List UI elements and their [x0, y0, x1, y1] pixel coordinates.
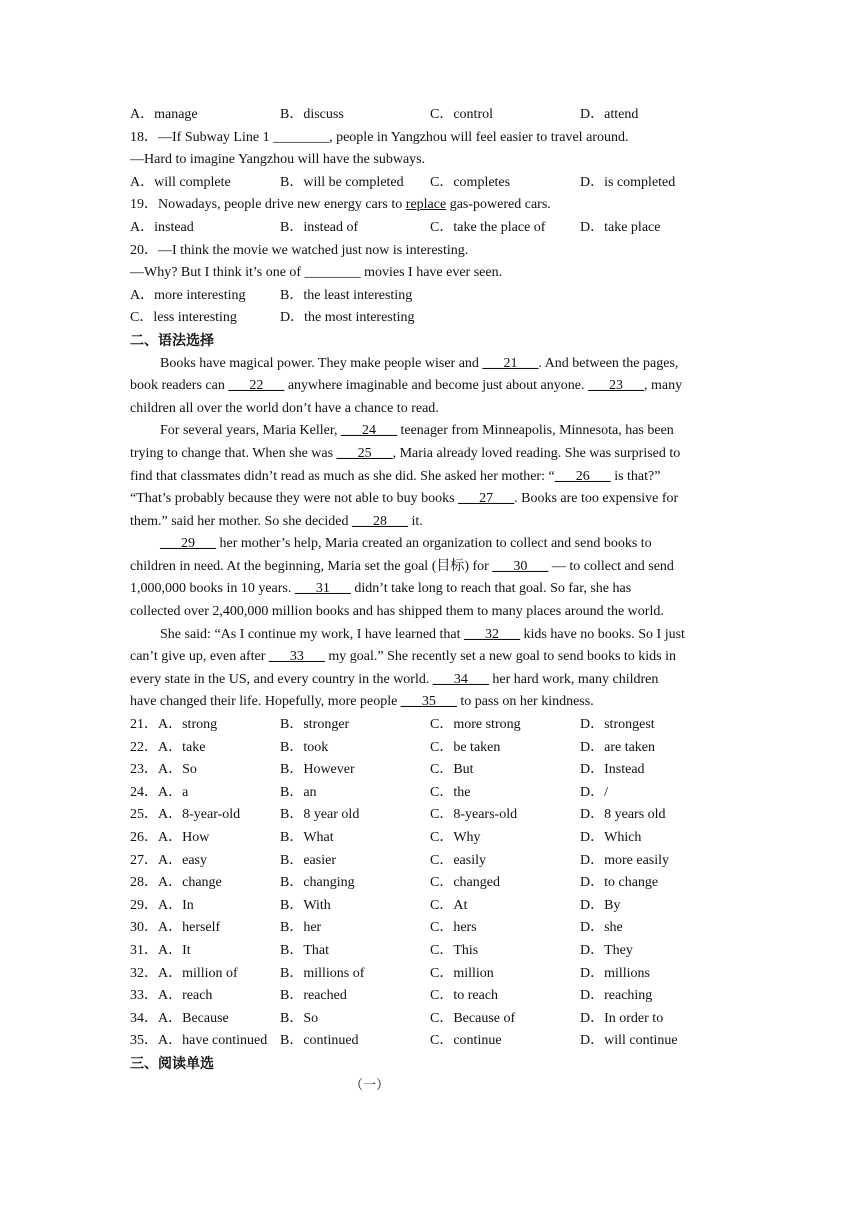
option-b: B．What [280, 830, 334, 845]
option-b: B．easier [280, 852, 336, 868]
passage-text: find that classmates didn’t read as much as she did. She asked her mother: “ [130, 468, 555, 484]
option-c: C．the [430, 784, 471, 800]
passage-line [130, 466, 730, 489]
q19-stem-post: gas-powered cars. [446, 197, 551, 213]
q18-stem: 18．—If Subway Line 1 ________, people in Yangzhou will feel easier to travel around. [130, 129, 629, 145]
option-b: B．That [280, 942, 329, 958]
option-c: C．Because of [430, 1010, 516, 1026]
option-c: C．changed [430, 875, 500, 891]
option-a: 30．A．herself [130, 920, 221, 936]
answer-row [130, 1008, 730, 1031]
passage-text: anywhere imaginable and become just about anyone. [284, 378, 588, 394]
passage-text: children in need. At the beginning, Maria set the goal (目标) for [130, 558, 493, 574]
passage-line [130, 533, 730, 556]
passage-line [130, 420, 730, 443]
option-d: D．millions [580, 965, 651, 981]
passage-line [130, 669, 730, 692]
blank-23: ___23___ [587, 378, 644, 394]
blank-25: ___25___ [336, 445, 393, 461]
blank-32: ___32___ [464, 626, 521, 642]
option-d: D．In order to [580, 1010, 664, 1026]
passage-line [130, 601, 730, 624]
q19-options [130, 217, 730, 240]
option-b: B．took [280, 739, 329, 755]
answer-row [130, 917, 730, 940]
option-c: C．This [430, 942, 479, 958]
blank-30: ___30___ [492, 558, 549, 574]
option-a: 25．A．8-year-old [130, 807, 241, 823]
q20-stem: 20．—I think the movie we watched just now is interesting. [130, 242, 469, 258]
q18-reply: —Hard to imagine Yangzhou will have the subways. [130, 152, 426, 168]
option-b: B．instead of [280, 219, 359, 235]
option-c: C．less interesting [130, 310, 237, 326]
option-a: 32．A．million of [130, 965, 238, 981]
passage-text: them.” said her mother. So she decided [130, 513, 352, 529]
option-a: 27．A．easy [130, 852, 207, 868]
answer-options-table [130, 714, 730, 1053]
option-d: D．They [580, 942, 633, 958]
passage-line [130, 646, 730, 669]
option-b: B．the least interesting [280, 287, 413, 303]
section-heading-reading: 三、阅读单选 [130, 1055, 214, 1072]
passage-line [130, 578, 730, 601]
passage-line [130, 511, 730, 534]
option-c: C．But [430, 762, 474, 778]
option-b: B．With [280, 897, 331, 913]
option-a: 29．A．In [130, 897, 194, 913]
passage-text: can’t give up, even after [130, 649, 269, 665]
blank-22: ___22___ [228, 378, 285, 394]
option-a: 33．A．reach [130, 988, 213, 1004]
blank-26: ___26___ [554, 468, 611, 484]
q20-reply: —Why? But I think it’s one of ________ movies I have ever seen. [130, 265, 503, 281]
option-d: D．By [580, 897, 621, 913]
option-a: A．will complete [130, 174, 231, 190]
sub-section-title: （一） [350, 1078, 390, 1093]
option-a: 34．A．Because [130, 1010, 229, 1026]
passage-text: every state in the US, and every country in the world. [130, 671, 433, 687]
passage-text: her mother’s help, Maria created an organization to collect and send books to [216, 536, 652, 552]
passage-text: collected over 2,400,000 million books and has shipped them to many places around the world. [130, 604, 664, 620]
q19-stem-pre: 19．Nowadays, people drive new energy cars to [130, 197, 406, 213]
option-d: D．will continue [580, 1033, 678, 1049]
blank-33: ___33___ [268, 649, 325, 665]
passage-line [130, 488, 730, 511]
option-d: D．take place [580, 219, 661, 235]
option-d: D．8 years old [580, 807, 666, 823]
q20-options-row1 [130, 285, 730, 308]
passage-text: 1,000,000 books in 10 years. [130, 581, 295, 597]
option-d: D．Which [580, 830, 642, 845]
passage-text: to pass on her kindness. [456, 694, 594, 710]
option-d: D．is completed [580, 174, 676, 190]
passage-text: it. [408, 513, 423, 529]
section-heading-grammar: 二、语法选择 [130, 332, 214, 349]
option-a: 24．A．a [130, 784, 189, 800]
blank-29: ___29___ [160, 536, 216, 552]
passage-text: have changed their life. Hopefully, more people [130, 694, 401, 710]
option-a: 28．A．change [130, 875, 222, 891]
option-b: B．So [280, 1010, 319, 1026]
passage-text: is that?” [610, 468, 661, 484]
option-c: C．to reach [430, 988, 499, 1004]
option-d: D．reaching [580, 988, 653, 1004]
answer-row [130, 963, 730, 986]
passage-line [130, 691, 730, 714]
option-a: A．more interesting [130, 287, 246, 303]
option-a: 23．A．So [130, 762, 197, 778]
option-d: D．attend [580, 107, 639, 122]
passage [130, 353, 730, 715]
passage-text: children all over the world don’t have a chance to read. [130, 400, 439, 416]
option-a: A．instead [130, 219, 194, 235]
passage-text: trying to change that. When she was [130, 445, 337, 461]
option-c: C．be taken [430, 739, 501, 755]
answer-row [130, 985, 730, 1008]
option-a: 22．A．take [130, 739, 206, 755]
option-c: C．8-years-old [430, 807, 518, 823]
option-c: C．more strong [430, 717, 521, 733]
option-c: C．control [430, 107, 493, 122]
option-b: B．her [280, 920, 322, 936]
option-c: C．At [430, 897, 468, 913]
answer-row [130, 895, 730, 918]
answer-row [130, 737, 730, 760]
passage-line [130, 398, 730, 421]
option-c: C．easily [430, 852, 486, 868]
option-b: B．changing [280, 875, 355, 891]
blank-21: ___21___ [482, 355, 539, 371]
passage-text: didn’t take long to reach that goal. So far, she has [350, 581, 632, 597]
passage-text: “That’s probably because they were not able to buy books [130, 491, 459, 507]
answer-row [130, 759, 730, 782]
answer-row [130, 1030, 730, 1053]
option-c: C．take the place of [430, 219, 546, 235]
option-d: D．are taken [580, 739, 656, 755]
blank-34: ___34___ [432, 671, 489, 687]
option-b: B．an [280, 784, 317, 800]
passage-text: book readers can [130, 378, 229, 394]
option-a: 31．A．It [130, 942, 191, 958]
passage-line [130, 353, 730, 376]
answer-row [130, 940, 730, 963]
passage-line [130, 375, 730, 398]
passage-text: my goal.” She recently set a new goal to send books to kids in [324, 649, 677, 665]
blank-35: ___35___ [400, 694, 457, 710]
answer-row [130, 714, 730, 737]
answer-row [130, 804, 730, 827]
q17-options [130, 104, 730, 127]
option-b: B．8 year old [280, 807, 360, 823]
passage-text: . Books are too expensive for [514, 491, 679, 507]
option-d: D．she [580, 920, 623, 936]
passage-line [130, 556, 730, 579]
option-d: D．more easily [580, 852, 670, 868]
passage-text: Books have magical power. They make people wiser and [160, 355, 483, 371]
blank-27: ___27___ [458, 491, 515, 507]
option-b: B．stronger [280, 717, 350, 733]
q19-stem [130, 194, 730, 217]
passage-line [130, 624, 730, 647]
answer-row [130, 782, 730, 805]
option-b: B．reached [280, 988, 347, 1004]
option-a: A．manage [130, 107, 198, 122]
exam-page [130, 104, 730, 1076]
option-b: B．will be completed [280, 174, 404, 190]
passage-text: , many [643, 378, 683, 394]
option-b: B．continued [280, 1033, 359, 1049]
option-d: D．/ [580, 784, 608, 800]
option-d: D．the most interesting [280, 310, 415, 326]
passage-text: For several years, Maria Keller, [160, 423, 341, 439]
blank-31: ___31___ [294, 581, 351, 597]
passage-text: kids have no books. So I just [520, 626, 685, 642]
q20-options-row2 [130, 307, 730, 330]
passage-text: — to collect and send [548, 558, 674, 574]
option-c: C．Why [430, 830, 481, 845]
passage-line [130, 443, 730, 466]
answer-row [130, 850, 730, 873]
blank-24: ___24___ [340, 423, 397, 439]
option-d: D．Instead [580, 762, 645, 778]
option-a: 26．A．How [130, 830, 210, 845]
option-d: D．to change [580, 875, 659, 891]
option-d: D．strongest [580, 717, 655, 733]
option-b: B．However [280, 762, 355, 778]
q19-underlined-word: replace [405, 197, 447, 213]
q18-options [130, 172, 730, 195]
passage-text: her hard work, many children [488, 671, 659, 687]
answer-row [130, 872, 730, 895]
option-c: C．continue [430, 1033, 502, 1049]
option-b: B．discuss [280, 107, 344, 122]
option-c: C．million [430, 965, 494, 981]
blank-28: ___28___ [352, 513, 408, 529]
option-a: 35．A．have continued [130, 1033, 268, 1049]
option-c: C．completes [430, 174, 511, 190]
option-b: B．millions of [280, 965, 365, 981]
passage-text: . And between the pages, [538, 355, 679, 371]
passage-text: , Maria already loved reading. She was surprised to [392, 445, 681, 461]
passage-text: teenager from Minneapolis, Minnesota, has been [396, 423, 674, 439]
option-c: C．hers [430, 920, 477, 936]
option-a: 21．A．strong [130, 717, 218, 733]
answer-row [130, 827, 730, 850]
passage-text: She said: “As I continue my work, I have learned that [160, 626, 465, 642]
